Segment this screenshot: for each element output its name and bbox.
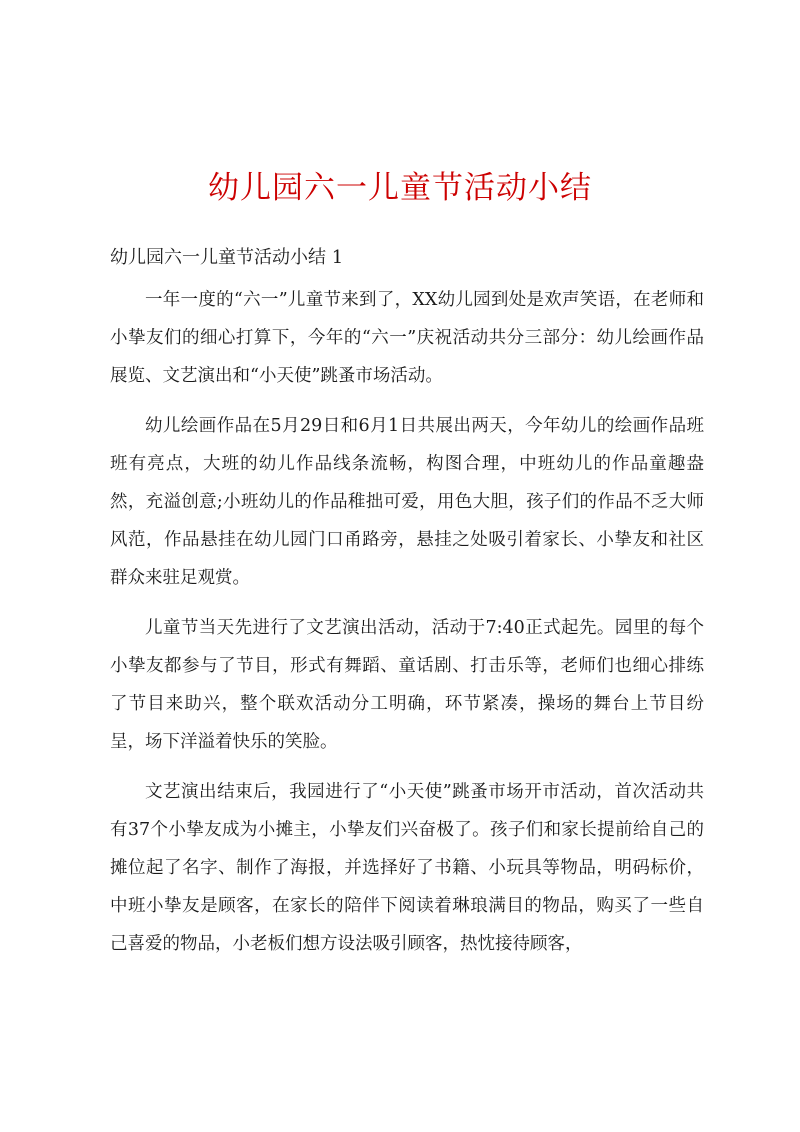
paragraph: 儿童节当天先进行了文艺演出活动，活动于7:40正式起先。园里的每个小挚友都参与了节目，形式有舞蹈、童话剧、打击乐等，老师们也细心排练了节目来助兴，整个联欢活动分工明确，环节紧凑，操场的舞台上节目纷呈，场下洋溢着快乐的笑脸。 — [110, 618, 704, 752]
paragraph: 幼儿绘画作品在5月29日和6月1日共展出两天，今年幼儿的绘画作品班班有亮点，大班的幼儿作品线条流畅，构图合理，中班幼儿的作品童趣盎然，充溢创意;小班幼儿的作品稚拙可爱，用色大胆，孩子们的作品不乏大师风范，作品悬挂在幼儿园门口甬路旁，悬挂之处吸引着家长、小挚友和社区群众来驻足观赏。 — [110, 416, 704, 588]
paragraph: 文艺演出结束后，我园进行了“小天使”跳蚤市场开市活动，首次活动共有37个小挚友成为小摊主，小挚友们兴奋极了。孩子们和家长提前给自己的摊位起了名字、制作了海报，并选择好了书籍、小玩具等物品，明码标价，中班小挚友是顾客，在家长的陪伴下阅读着琳琅满目的物品，购买了一些自己喜爱的物品，小老板们想方设法吸引顾客，热忱接待顾客， — [110, 782, 704, 954]
document-title: 幼儿园六一儿童节活动小结 — [208, 170, 592, 206]
section-heading: 幼儿园六一儿童节活动小结 1 — [110, 247, 344, 268]
document-body — [110, 281, 704, 963]
paragraph: 一年一度的“六一”儿童节来到了，XX幼儿园到处是欢声笑语，在老师和小挚友们的细心打算下，今年的“六一”庆祝活动共分三部分：幼儿绘画作品展览、文艺演出和“小天使”跳蚤市场活动。 — [110, 290, 704, 386]
